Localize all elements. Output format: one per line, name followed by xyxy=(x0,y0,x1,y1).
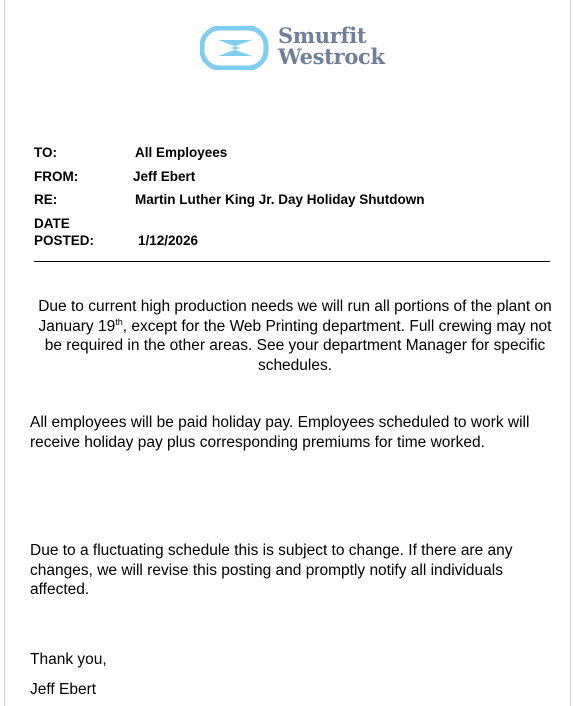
logo-wordmark xyxy=(278,25,385,67)
from-label: FROM: xyxy=(34,169,79,184)
re-value: Martin Luther King Jr. Day Holiday Shutdown xyxy=(135,192,425,207)
memo-page xyxy=(4,0,571,706)
signature-name: Jeff Ebert xyxy=(30,681,97,698)
logo-line-1: Smurfit xyxy=(278,23,367,48)
paragraph-production xyxy=(30,297,560,375)
to-value: All Employees xyxy=(135,145,228,160)
header-divider xyxy=(34,261,550,262)
date-label-line-1: DATE xyxy=(34,216,70,231)
p1-ordinal-suffix: th xyxy=(115,316,123,327)
from-value: Jeff Ebert xyxy=(133,169,196,184)
closing-text: Thank you, xyxy=(30,651,107,668)
paragraph-schedule-change: Due to a fluctuating schedule this is subject to change. If there are any changes, we will revise this posting and promptly notify all individuals affected. xyxy=(30,542,513,598)
date-label-line-2: POSTED: xyxy=(34,233,95,248)
logo-line-2: Westrock xyxy=(278,44,385,69)
re-label: RE: xyxy=(34,192,58,207)
to-label: TO: xyxy=(34,145,57,160)
company-logo xyxy=(200,23,390,72)
p1-text-b: , except for the Web Printing department. Full crewing may not be required in the other areas. See your department Manager for specific schedules. xyxy=(44,317,552,374)
date-value: 1/12/2026 xyxy=(138,233,199,248)
p1-text-a: Due to current high production needs we will run all portions of the plant on January 19 xyxy=(38,298,552,335)
smurfit-westrock-logo-icon xyxy=(200,26,272,70)
paragraph-holiday-pay: All employees will be paid holiday pay. Employees scheduled to work will receive holiday pay plus corresponding premiums for time worked. xyxy=(30,414,530,451)
